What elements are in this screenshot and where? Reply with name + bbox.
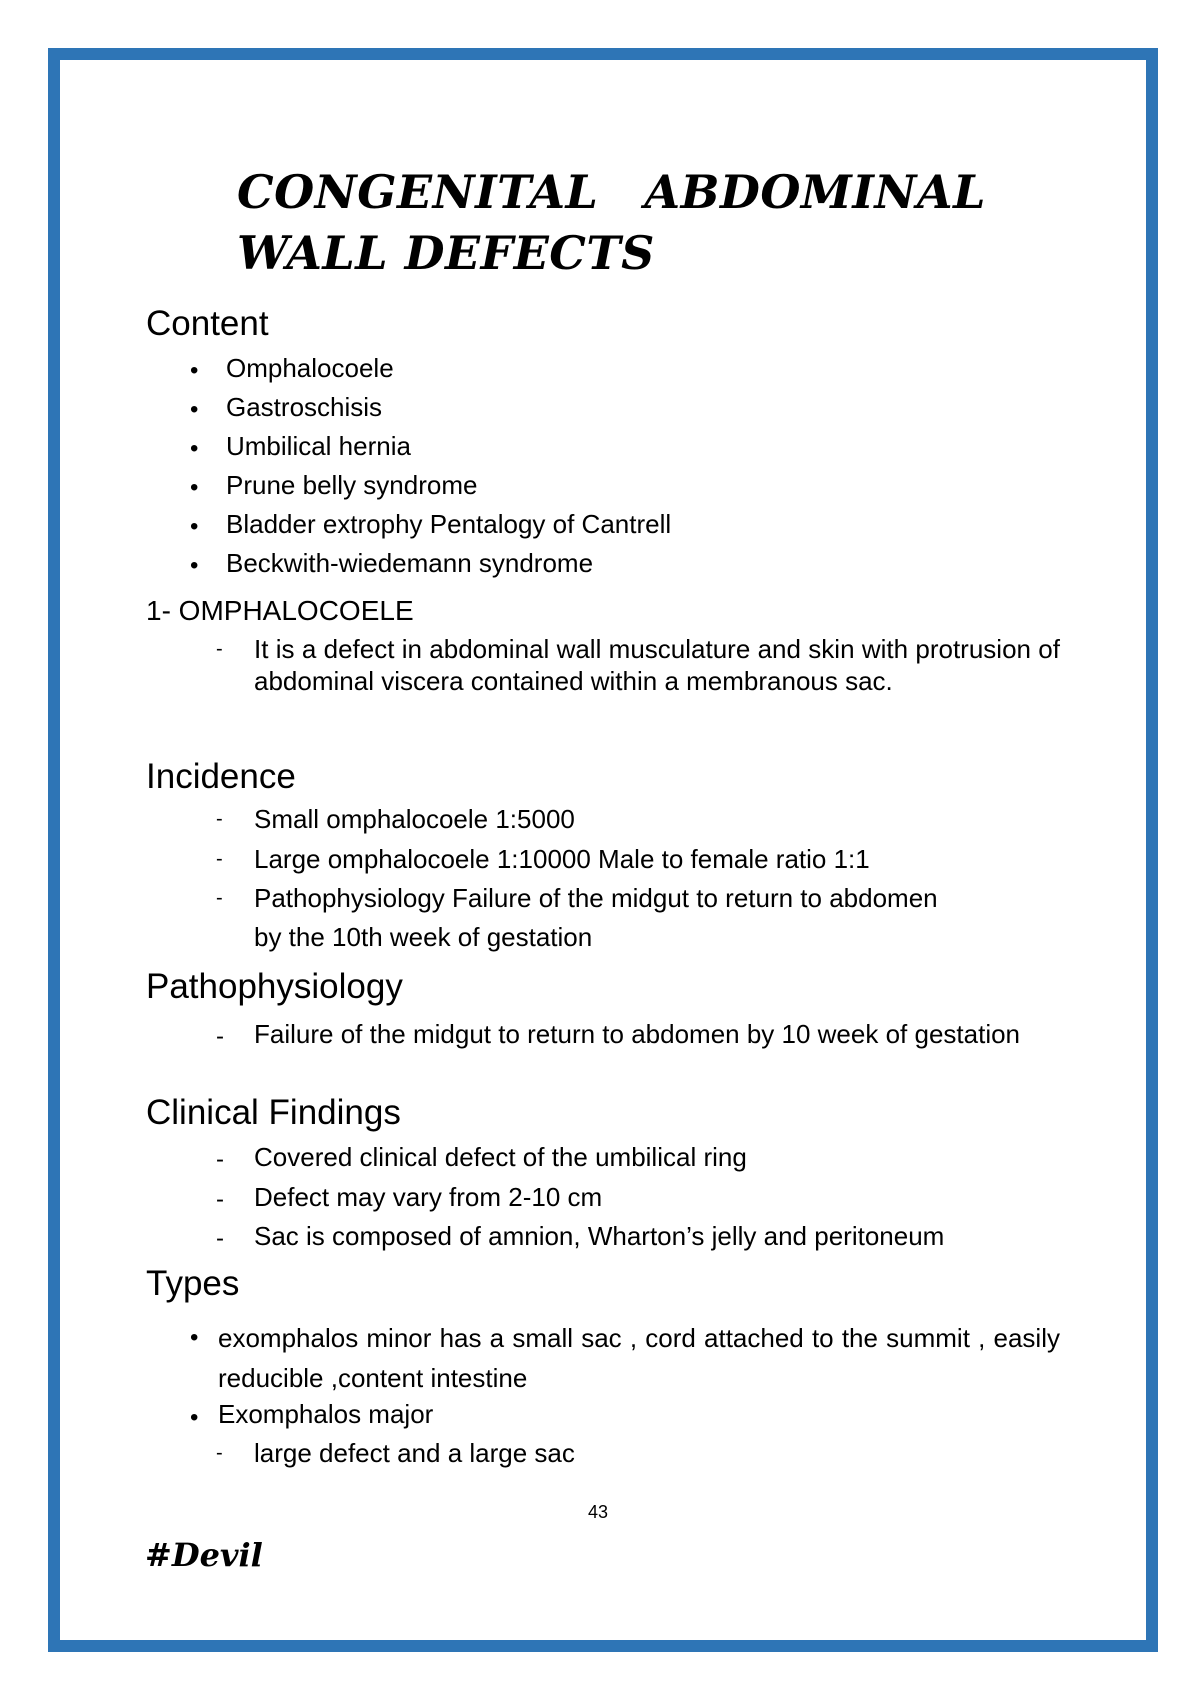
- title-word-abdominal: ABDOMINAL: [644, 165, 986, 219]
- incidence-heading: Incidence: [146, 757, 296, 796]
- dash-icon: -: [216, 1225, 224, 1252]
- dash-icon: -: [216, 848, 223, 870]
- incidence-item: Large omphalocoele 1:10000 Male to female ratio 1:1: [254, 844, 870, 874]
- dash-icon: -: [216, 808, 223, 830]
- omphalocoele-heading: 1- OMPHALOCOELE: [146, 595, 414, 626]
- types-major: Exomphalos major: [218, 1399, 434, 1429]
- bullet-icon: •: [190, 474, 199, 501]
- dash-icon: -: [216, 1146, 224, 1173]
- clinical-item: Covered clinical defect of the umbilical ring: [254, 1142, 747, 1172]
- types-heading: Types: [146, 1264, 240, 1303]
- content-item: Bladder extrophy Pentalogy of Cantrell: [226, 509, 672, 539]
- clinical-item: Defect may vary from 2-10 cm: [254, 1182, 603, 1212]
- omphalocoele-definition: It is a defect in abdominal wall musculature and skin with protrusion of abdominal viscera contained within a membranous sac.: [254, 634, 1060, 696]
- dash-icon: -: [216, 887, 223, 909]
- incidence-item: Pathophysiology Failure of the midgut to return to abdomen: [254, 883, 938, 913]
- pathophysiology-heading: Pathophysiology: [146, 967, 403, 1006]
- types-major-sub: large defect and a large sac: [254, 1438, 575, 1468]
- pathophysiology-text: Failure of the midgut to return to abdomen by 10 week of gestation: [254, 1019, 1021, 1049]
- content-item: Umbilical hernia: [226, 431, 411, 461]
- dash-icon: -: [216, 1442, 223, 1464]
- dash-icon: -: [216, 638, 223, 660]
- bullet-icon: •: [190, 513, 199, 540]
- title-word-congenital: CONGENITAL: [237, 165, 599, 219]
- incidence-item: Small omphalocoele 1:5000: [254, 804, 575, 834]
- dash-icon: -: [216, 1186, 224, 1213]
- bullet-icon: •: [190, 552, 199, 579]
- bullet-icon: •: [190, 1404, 199, 1431]
- signature: #Devil: [145, 1536, 263, 1574]
- bullet-icon: •: [190, 1324, 199, 1351]
- page-title: [237, 162, 1097, 284]
- content-item: Omphalocoele: [226, 353, 394, 383]
- dash-icon: -: [216, 1023, 224, 1050]
- content-item: Prune belly syndrome: [226, 470, 478, 500]
- content-heading: Content: [146, 304, 269, 343]
- page-number: 43: [588, 1502, 609, 1522]
- clinical-item: Sac is composed of amnion, Wharton’s jelly and peritoneum: [254, 1221, 945, 1251]
- bullet-icon: •: [190, 357, 199, 384]
- title-line-2: WALL DEFECTS: [237, 226, 655, 280]
- bullet-icon: •: [190, 396, 199, 423]
- types-minor: exomphalos minor has a small sac , cord attached to the summit , easily reducible ,content intestine: [218, 1323, 1060, 1393]
- clinical-heading: Clinical Findings: [146, 1093, 401, 1132]
- content-item: Gastroschisis: [226, 392, 383, 422]
- bullet-icon: •: [190, 435, 199, 462]
- content-item: Beckwith-wiedemann syndrome: [226, 548, 594, 578]
- incidence-item-continued: by the 10th week of gestation: [254, 922, 593, 952]
